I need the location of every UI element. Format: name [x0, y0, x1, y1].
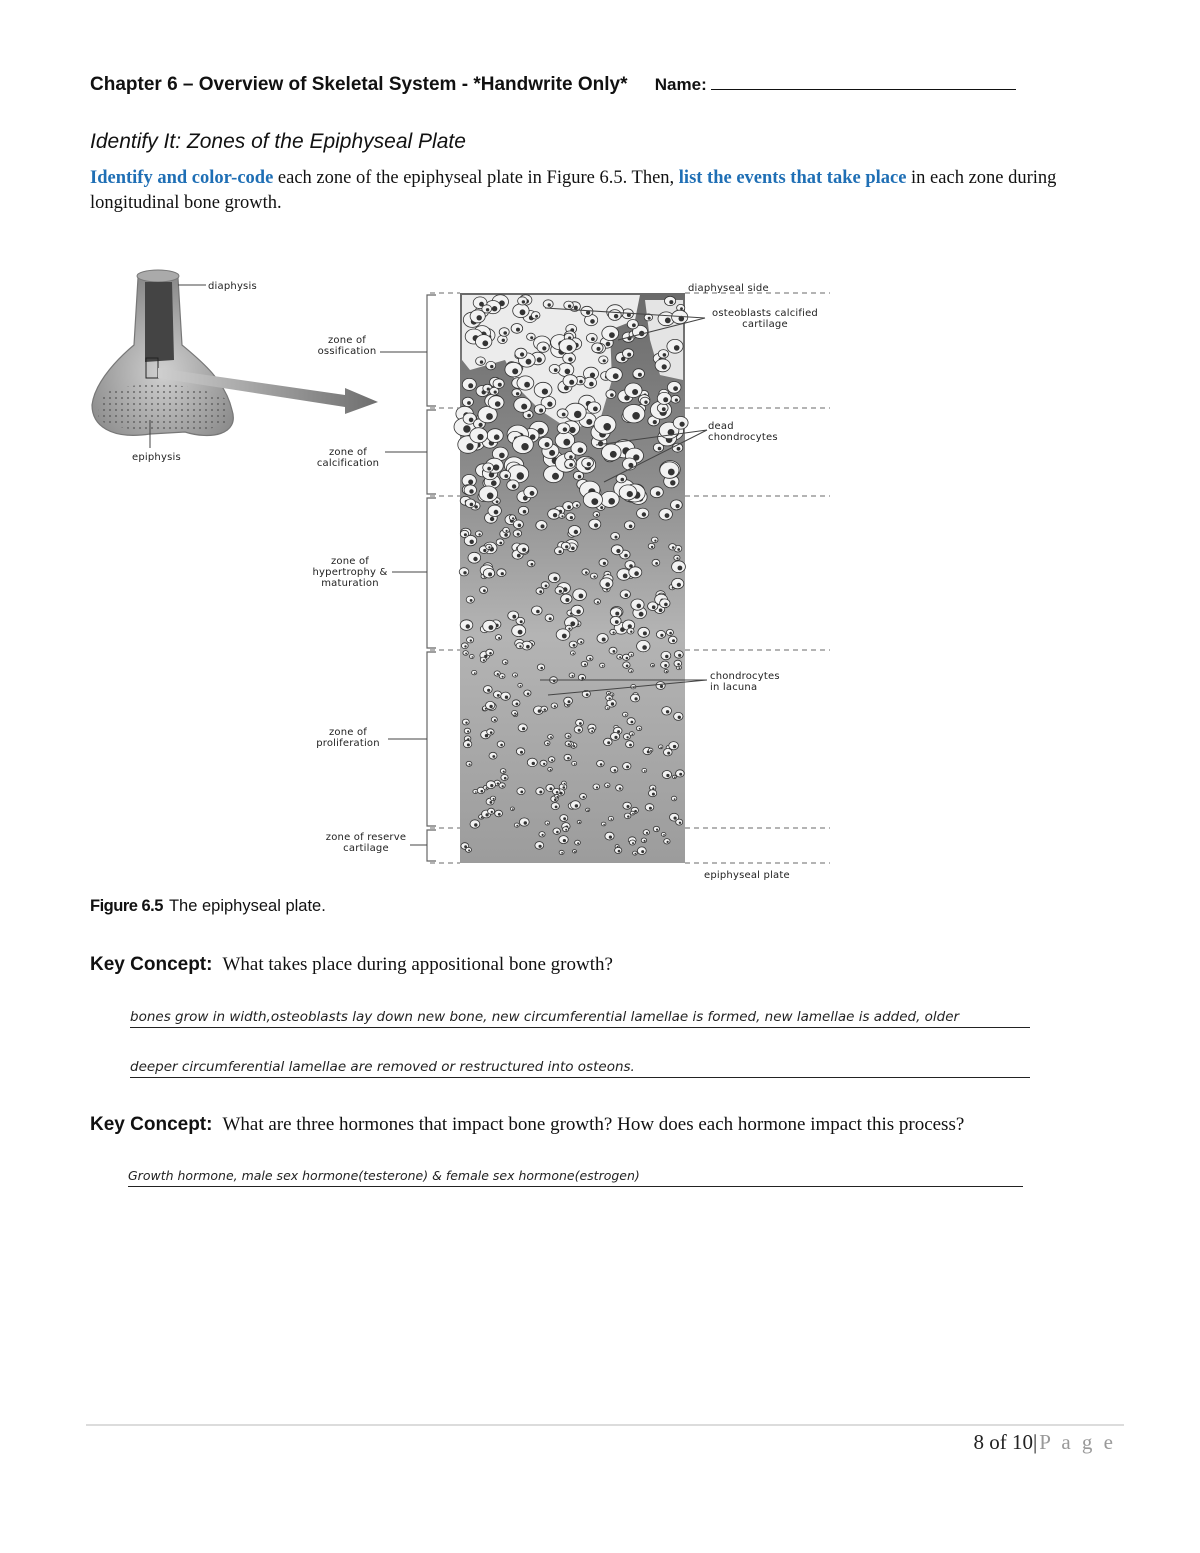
zone-brackets — [427, 295, 436, 861]
key-concept-2-label: Key Concept: — [90, 1114, 213, 1135]
footer-divider — [86, 1424, 1124, 1426]
key-concept-1-answer-line-2[interactable]: deeper circumferential lamellae are removed or restructured into osteons. — [130, 1059, 1030, 1078]
page-footer — [973, 1430, 1116, 1455]
label-epiphyseal-plate: epiphyseal plate — [704, 870, 790, 881]
label-diaphysis: diaphysis — [208, 281, 257, 292]
label-diaphyseal-side: diaphyseal side — [688, 283, 769, 294]
instruction-highlight-1: Identify and color-code — [90, 168, 274, 188]
label-epiphysis: epiphysis — [132, 452, 181, 463]
key-concept-1 — [90, 954, 613, 976]
key-concept-1-question: What takes place during appositional bone growth? — [222, 954, 613, 975]
label-zone-proliferation: zone of proliferation — [316, 727, 380, 749]
label-zone-hypertrophy: zone of hypertrophy & maturation — [312, 556, 388, 589]
label-zone-reserve: zone of reserve cartilage — [325, 832, 407, 854]
label-dead-chondrocytes: dead chondrocytes — [708, 421, 778, 443]
instruction-highlight-2: list the events that take place — [678, 168, 907, 188]
section-title: Identify It: Zones of the Epiphyseal Plate — [90, 130, 466, 153]
key-concept-1-answer-line-1[interactable]: bones grow in width,osteoblasts lay down new bone, new circumferential lamellae is formed, new lamellae is added, older — [130, 1009, 1030, 1028]
plate-image — [454, 293, 688, 863]
label-zone-ossification: zone of ossification — [317, 335, 377, 357]
figure-caption — [90, 897, 326, 916]
page-separator: | — [1032, 1430, 1038, 1454]
instruction-text-2: in each zone during longitudinal bone growth. — [90, 168, 1057, 213]
label-osteoblasts: osteoblasts calcified cartilage — [712, 308, 818, 330]
caption-text: The epiphyseal plate. — [168, 897, 326, 915]
key-concept-1-label: Key Concept: — [90, 954, 213, 975]
instruction-text-1: each zone of the epiphyseal plate in Figure 6.5. Then, — [273, 168, 679, 188]
key-concept-2-question: What are three hormones that impact bone growth? How does each hormone impact this process? — [222, 1114, 965, 1135]
caption-number: Figure 6.5 — [90, 897, 163, 915]
page-word: P a g e — [1039, 1430, 1116, 1454]
key-concept-2 — [90, 1114, 964, 1136]
name-label: Name: — [654, 75, 707, 94]
label-chondrocytes-lacuna: chondrocytes in lacuna — [710, 671, 780, 693]
page-number: 8 of 10 — [973, 1430, 1033, 1454]
label-zone-calcification: zone of calcification — [316, 447, 380, 469]
key-concept-2-answer-line-1[interactable]: Growth hormone, male sex hormone(testerone) & female sex hormone(estrogen) — [128, 1168, 1023, 1187]
chapter-title: Chapter 6 – Overview of Skeletal System - *Handwrite Only* — [90, 74, 628, 95]
